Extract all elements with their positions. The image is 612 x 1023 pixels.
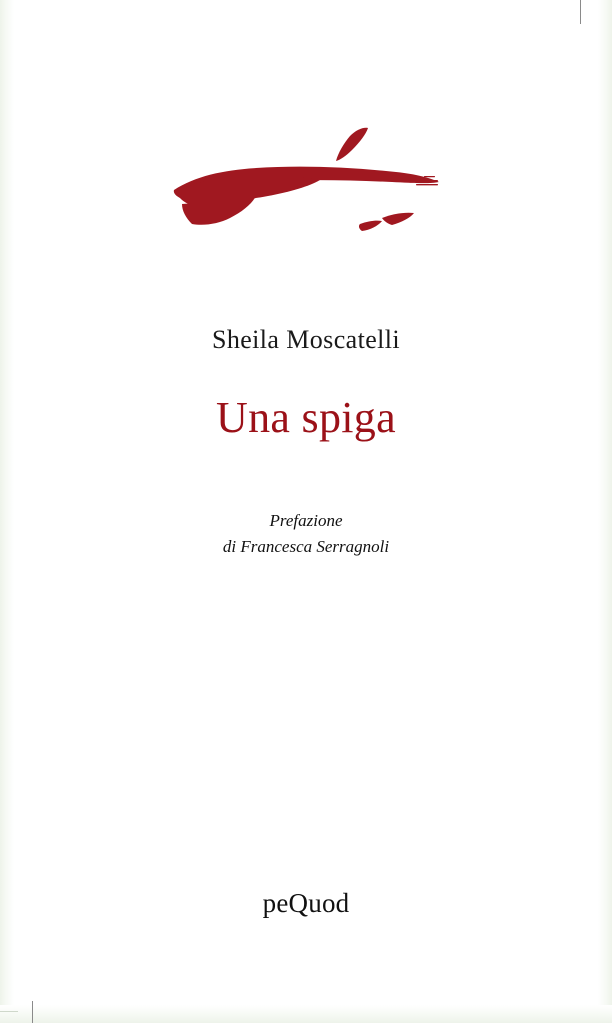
preface-label: Prefazione xyxy=(269,511,343,530)
red-brushstroke-mark xyxy=(160,120,460,255)
book-title: Una spiga xyxy=(216,393,396,442)
crop-mark-bottom-left-rule xyxy=(0,1011,18,1012)
crop-mark-bottom-left xyxy=(32,1001,33,1023)
publisher-logo: peQuod xyxy=(262,888,350,918)
preface-author: di Francesca Serragnoli xyxy=(222,537,390,556)
crop-mark-top-right xyxy=(580,0,581,24)
preface-credit xyxy=(0,508,612,560)
author-name: Sheila Moscatelli xyxy=(211,325,401,354)
page-edge-tint-bottom xyxy=(0,1005,612,1023)
